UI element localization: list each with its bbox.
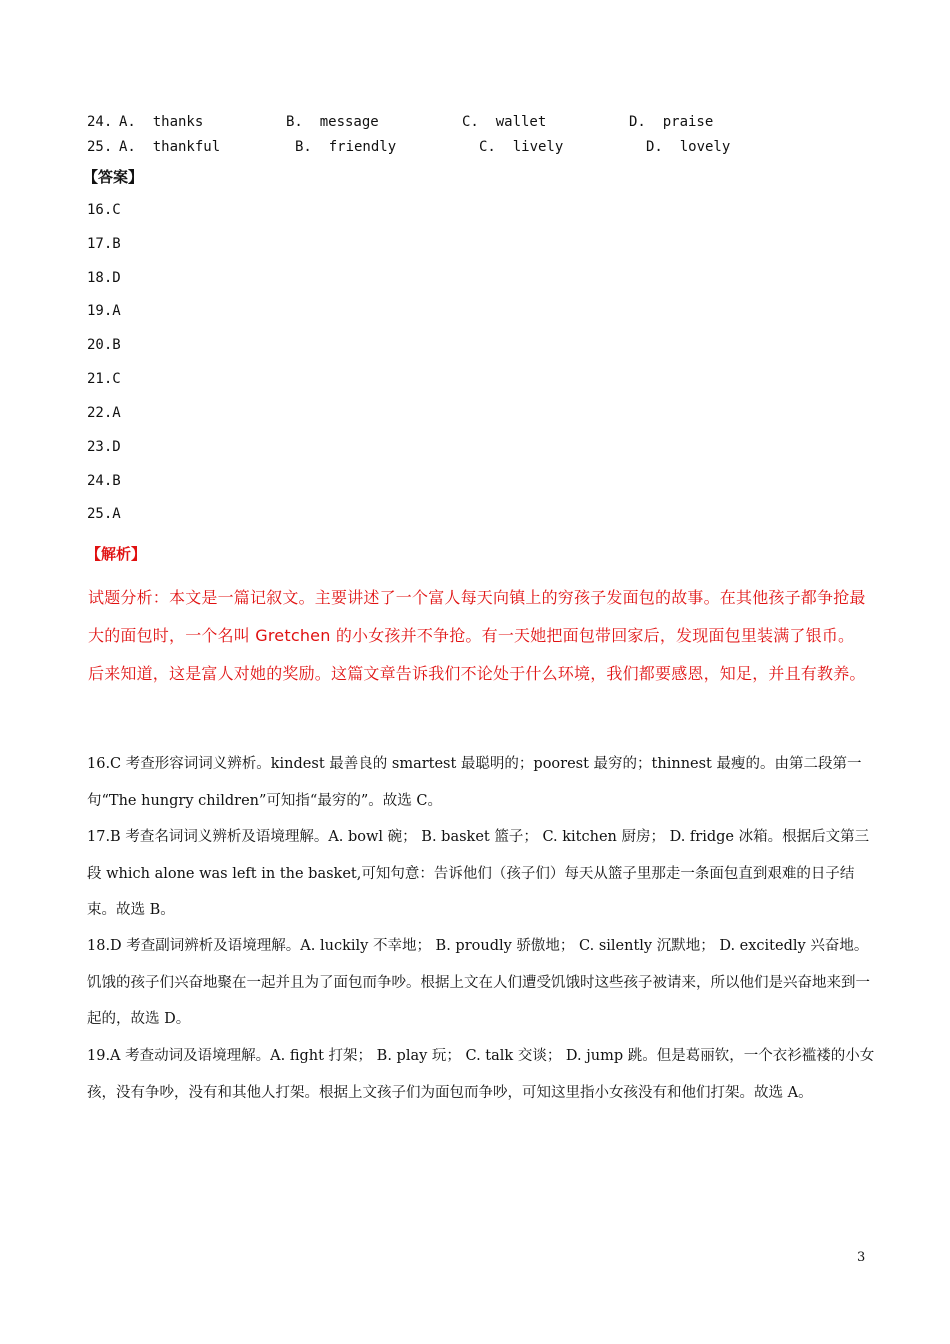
answer-item: 25.A bbox=[87, 506, 121, 522]
option-c: C. wallet bbox=[462, 114, 547, 130]
answer-item: 17.B bbox=[87, 236, 121, 252]
explanation-16: 16.C 考查形容词词义辨析。kindest 最善良的 smartest 最聪明的；poorest 最穷的；thinnest 最瘦的。由第二段第一句“The hungry children”可知指“最穷的”。故选 C。 bbox=[87, 756, 862, 809]
analysis-heading: 【解析】 bbox=[86, 545, 147, 563]
explanation-18: 18.D 考查副词辨析及语境理解。A. luckily 不幸地； B. proudly 骄傲地； C. silently 沉默地； D. excitedly 兴奋地。饥饿的孩子们兴奋地聚在一起并且为了面包而争吵。根据上文在人们遭受饥饿时这些孩子被请来，所以他们是兴奋地来到一起的，故选 D。 bbox=[87, 938, 870, 1027]
option-a: A. thanks bbox=[119, 114, 204, 130]
answer-item: 20.B bbox=[87, 337, 121, 353]
answer-item: 23.D bbox=[87, 439, 121, 455]
option-row-25 bbox=[87, 139, 731, 161]
answer-item: 21.C bbox=[87, 371, 121, 387]
answer-heading: 【答案】 bbox=[83, 168, 144, 186]
option-d: D. lovely bbox=[646, 139, 731, 155]
analysis-paragraph: 试题分析：本文是一篇记叙文。主要讲述了一个富人每天向镇上的穷孩子发面包的故事。在其他孩子都争抢最大的面包时，一个名叫 Gretchen 的小女孩并不争抢。有一天她把面包带回家后，发现面包里装满了银币。后来知道，这是富人对她的奖励。这篇文章告诉我们不论处于什么环境，我们都要感恩，知足，并且有教养。 bbox=[88, 588, 866, 683]
option-c: C. lively bbox=[479, 139, 564, 155]
option-d: D. praise bbox=[629, 114, 714, 130]
answer-item: 22.A bbox=[87, 405, 121, 421]
option-row-24 bbox=[87, 114, 714, 136]
page-number: 3 bbox=[857, 1250, 866, 1265]
option-number: 25. bbox=[87, 139, 113, 155]
answer-item: 16.C bbox=[87, 202, 121, 218]
answer-item: 19.A bbox=[87, 303, 121, 319]
option-a: A. thankful bbox=[119, 139, 221, 155]
explanation-19: 19.A 考查动词及语境理解。A. fight 打架； B. play 玩； C. talk 交谈； D. jump 跳。但是葛丽钦，一个衣衫褴褛的小女孩，没有争吵，没有和其他人打架。根据上文孩子们为面包而争吵，可知这里指小女孩没有和他们打架。故选 A。 bbox=[87, 1048, 875, 1101]
answer-item: 18.D bbox=[87, 270, 121, 286]
option-b: B. friendly bbox=[295, 139, 397, 155]
answer-item: 24.B bbox=[87, 473, 121, 489]
option-number: 24. bbox=[87, 114, 113, 130]
explanation-17: 17.B 考查名词词义辨析及语境理解。A. bowl 碗； B. basket 篮子； C. kitchen 厨房； D. fridge 冰箱。根据后文第三段 which alone was left in the basket,可知句意：告诉他们（孩子们）每天从篮子里那走一条面包直到艰难的日子结束。故选 B。 bbox=[87, 829, 870, 918]
option-b: B. message bbox=[286, 114, 379, 130]
